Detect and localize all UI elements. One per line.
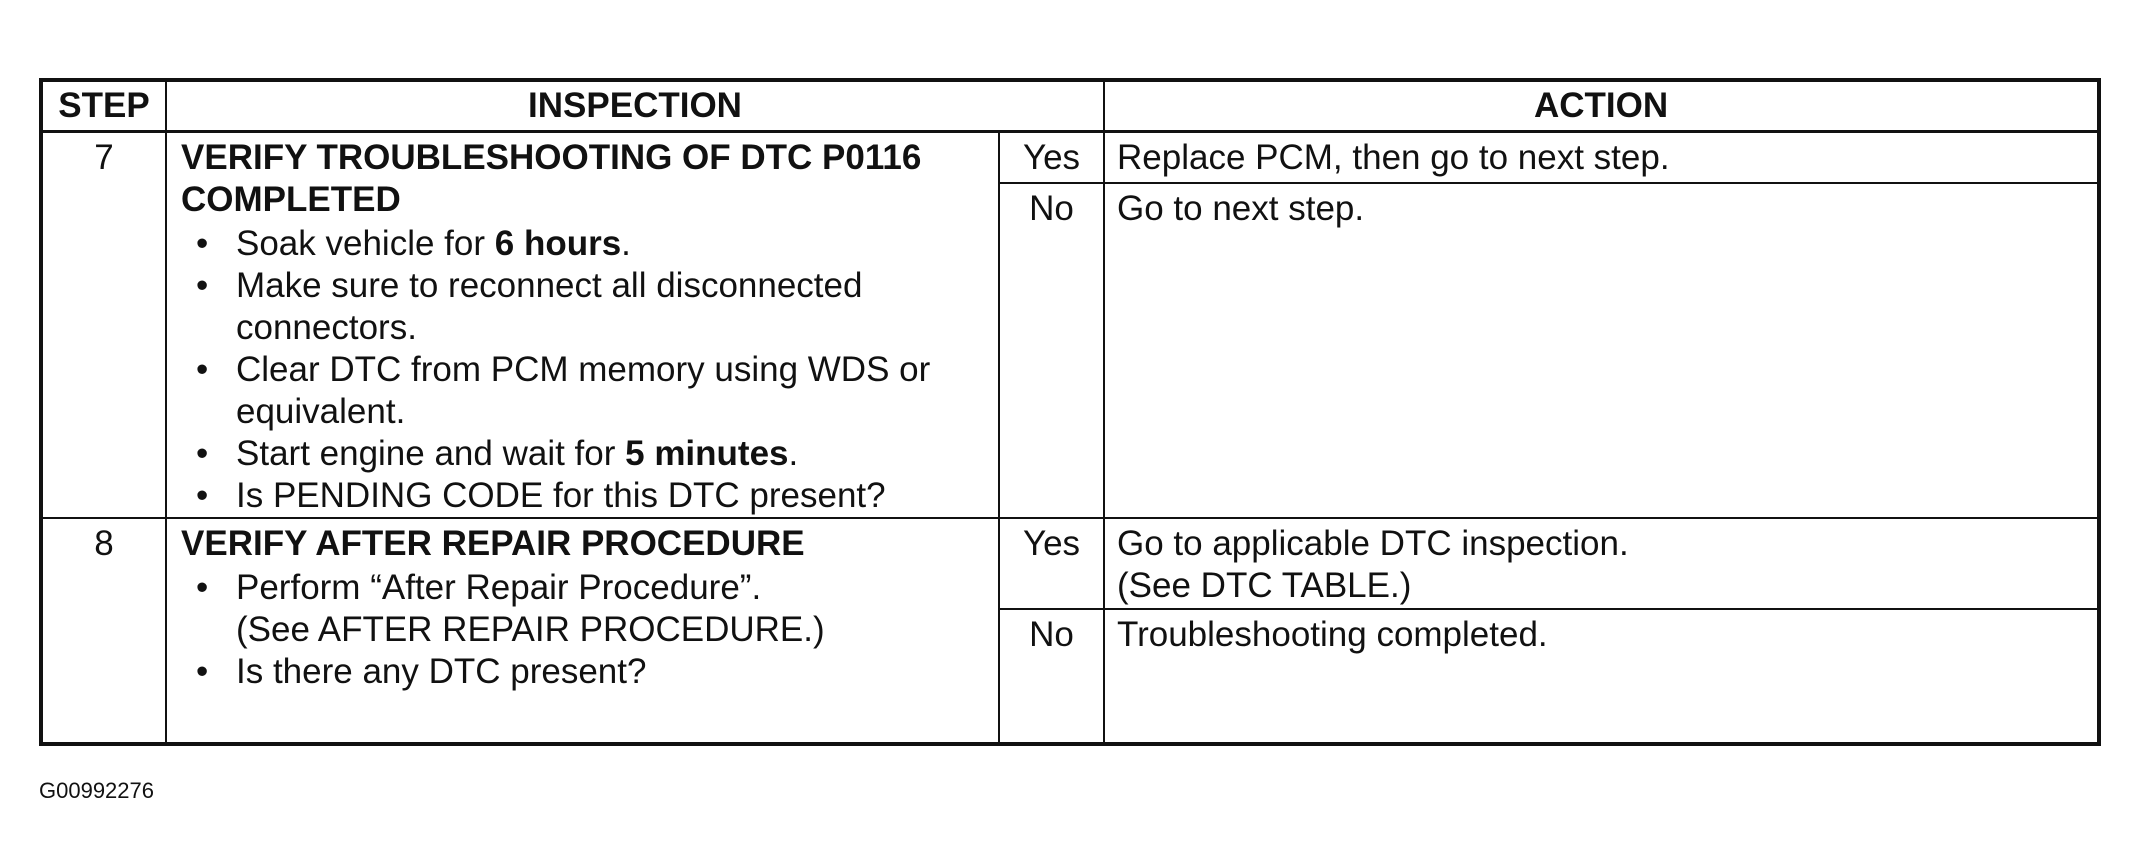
table-row — [41, 132, 2099, 183]
list-item: • Soak vehicle for 6 hours. — [236, 223, 988, 265]
header-action: ACTION — [1104, 80, 2099, 132]
list-item: • Is there any DTC present? — [236, 651, 988, 693]
no-action: Troubleshooting completed. — [1104, 609, 2099, 744]
step-number: 7 — [41, 132, 166, 519]
no-label: No — [999, 609, 1104, 744]
list-item: • Make sure to reconnect all disconnected connectors. — [236, 265, 988, 349]
dtc-troubleshooting-table — [39, 78, 2101, 746]
list-item: • Perform “After Repair Procedure”. — [236, 567, 988, 609]
yes-action — [1104, 518, 2099, 609]
inspection-title: VERIFY TROUBLESHOOTING OF DTC P0116 COMPLETED — [181, 138, 922, 219]
yes-label: Yes — [999, 132, 1104, 183]
inspection-bullet-list — [181, 223, 988, 517]
table-header-row — [41, 80, 2099, 132]
yes-action: Replace PCM, then go to next step. — [1104, 132, 2099, 183]
list-item: • Clear DTC from PCM memory using WDS or equivalent. — [236, 349, 988, 433]
yes-label: Yes — [999, 518, 1104, 609]
table-row — [41, 518, 2099, 609]
header-step: STEP — [41, 80, 166, 132]
no-action: Go to next step. — [1104, 183, 2099, 518]
inspection-title: VERIFY AFTER REPAIR PROCEDURE — [181, 524, 805, 563]
step-number: 8 — [41, 518, 166, 744]
yes-action-line: Go to applicable DTC inspection. — [1117, 524, 1629, 563]
yes-action-line: (See DTC TABLE.) — [1117, 566, 1412, 605]
figure-code: G00992276 — [39, 778, 154, 803]
inspection-cell — [166, 132, 999, 519]
no-label: No — [999, 183, 1104, 518]
header-inspection: INSPECTION — [166, 80, 1104, 132]
list-item: • Is PENDING CODE for this DTC present? — [236, 475, 988, 517]
inspection-bullet-list — [181, 567, 988, 693]
list-item-note: (See AFTER REPAIR PROCEDURE.) — [236, 610, 825, 649]
list-item: • Start engine and wait for 5 minutes. — [236, 433, 988, 475]
inspection-cell — [166, 518, 999, 744]
